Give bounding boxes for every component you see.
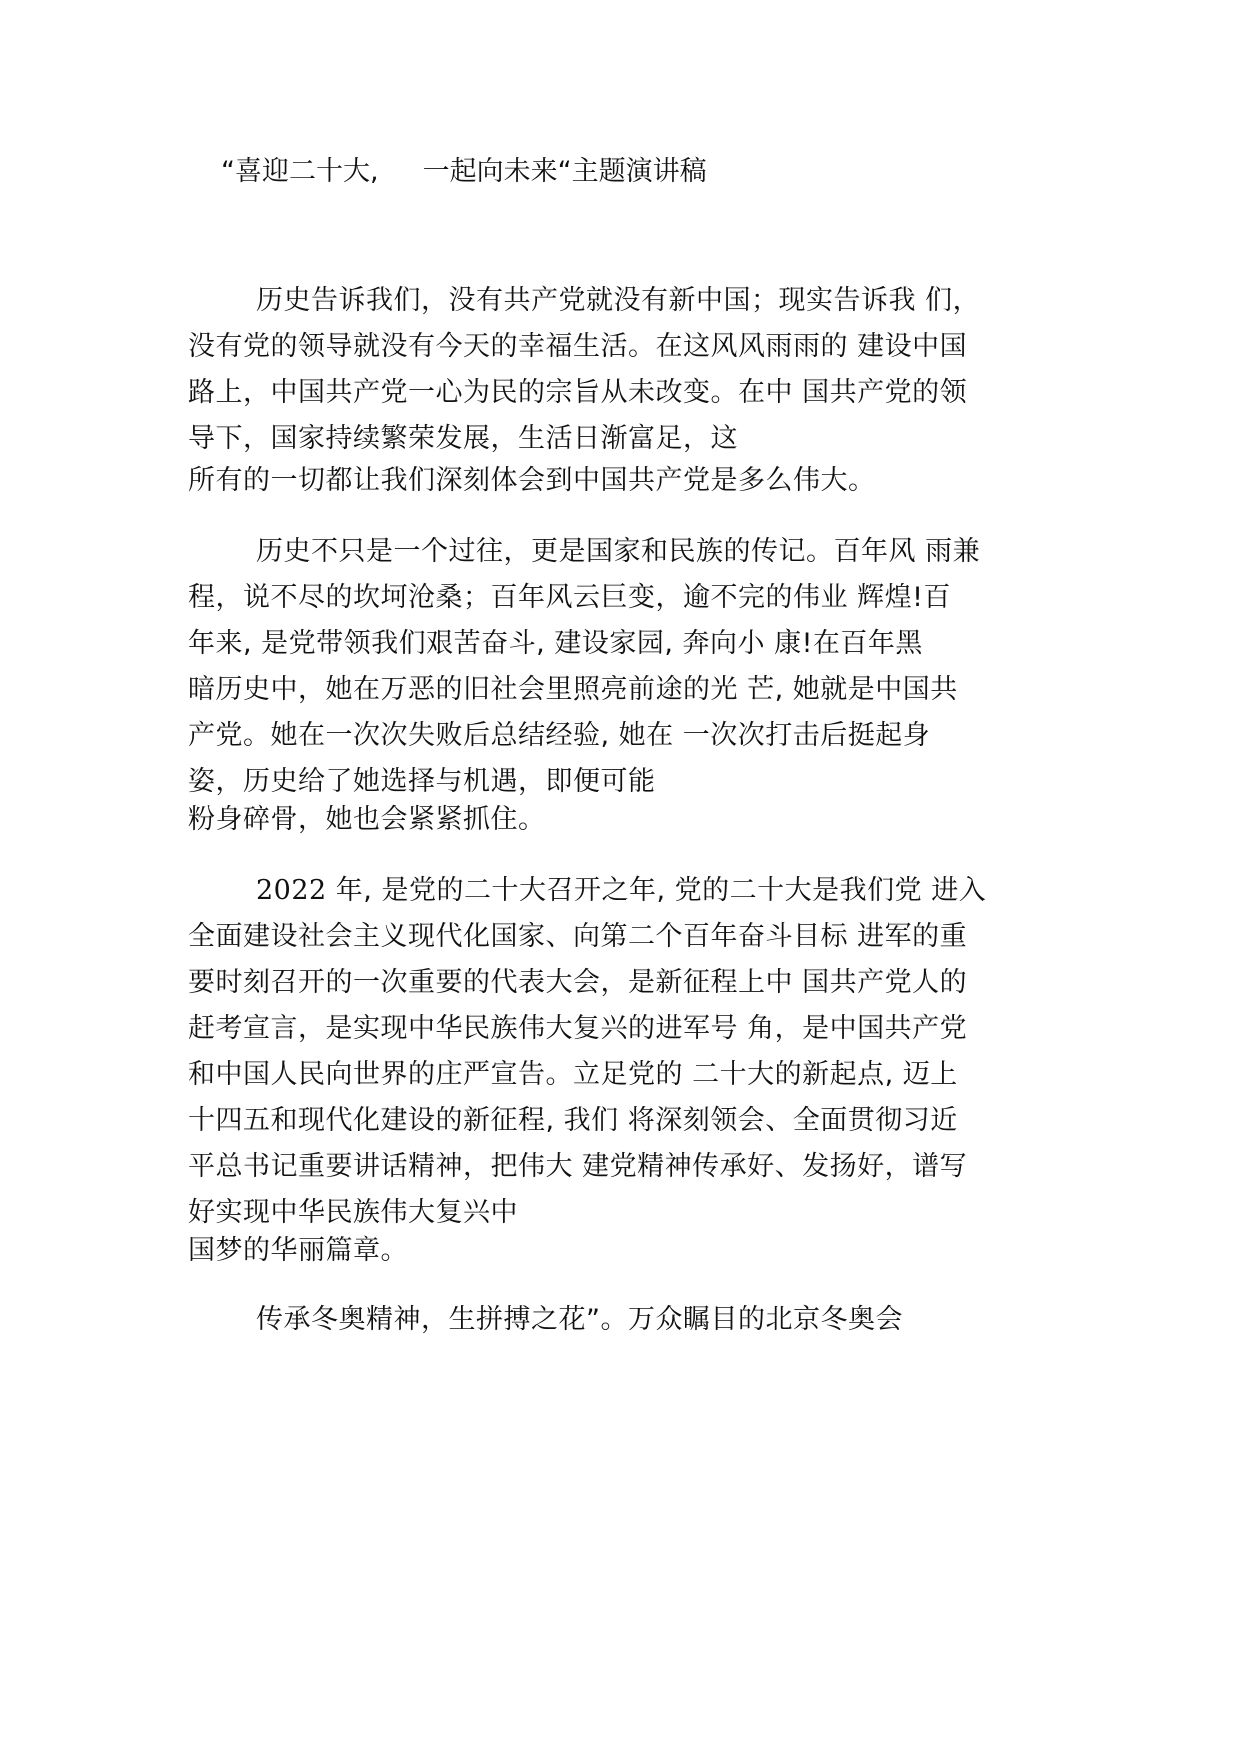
paragraph-line: 姿，历史给了她选择与机遇，即便可能 [188, 766, 656, 797]
paragraph-1-continuation [188, 458, 1068, 504]
paragraph-1 [188, 278, 1068, 462]
paragraph-4 [188, 1297, 1068, 1343]
paragraph-line: 传承冬奥精神，生拼搏之花”。万众瞩目的北京冬奥会 [256, 1304, 903, 1335]
paragraph-2 [188, 529, 1068, 805]
paragraph-line: 导下，国家持续繁荣发展，生活日渐富足，这 [188, 423, 738, 454]
paragraph-line: 国梦的华丽篇章。 [188, 1235, 408, 1266]
paragraph-line: 暗历史中，她在万恶的旧社会里照亮前途的光 芒, 她就是中国共 [188, 674, 958, 705]
paragraph-line: 赶考宣言，是实现中华民族伟大复兴的进军号 角，是中国共产党 [188, 1013, 968, 1044]
paragraph-line: 平总书记重要讲话精神，把伟大 建党精神传承好、发扬好，谱写 [188, 1151, 968, 1182]
paragraph-line: 历史不只是一个过往，更是国家和民族的传记。百年风 雨兼 [256, 536, 981, 567]
paragraph-line [188, 868, 1068, 914]
paragraph-line: 十四五和现代化建设的新征程, 我们 将深刻领会、全面贯彻习近 [188, 1105, 958, 1136]
document-title [221, 152, 707, 192]
paragraph-line: 和中国人民向世界的庄严宣告。立足党的 二十大的新起点, 迈上 [188, 1059, 958, 1090]
paragraph-3-continuation [188, 1228, 1068, 1274]
paragraph-line: 历史告诉我们，没有共产党就没有新中国；现实告诉我 们， [256, 285, 981, 316]
paragraph-line-text: 年, 是党的二十大召开之年, 党的二十大是我们党 进入 [326, 875, 987, 906]
paragraph-line: 好实现中华民族伟大复兴中 [188, 1197, 518, 1228]
paragraph-line: 粉身碎骨，她也会紧紧抓住。 [188, 804, 546, 835]
year-number: 2022 [256, 875, 327, 906]
paragraph-line: 所有的一切都让我们深刻体会到中国共产党是多么伟大。 [188, 465, 876, 496]
title-part-1: “喜迎二十大, [221, 156, 379, 187]
paragraph-line: 要时刻召开的一次重要的代表大会，是新征程上中 国共产党人的 [188, 967, 968, 998]
paragraph-line: 全面建设社会主义现代化国家、向第二个百年奋斗目标 进军的重 [188, 921, 968, 952]
paragraph-2-continuation [188, 797, 1068, 843]
paragraph-line: 产党。她在一次次失败后总结经验, 她在 一次次打击后挺起身 [188, 720, 931, 751]
paragraph-line: 程，说不尽的坎坷沧桑；百年风云巨变，逾不完的伟业 辉煌!百 [188, 582, 951, 613]
title-part-2: 一起向未来“主题演讲稿 [422, 156, 707, 187]
paragraph-line: 没有党的领导就没有今天的幸福生活。在这风风雨雨的 建设中国 [188, 331, 968, 362]
paragraph-3 [188, 868, 1068, 1236]
paragraph-line: 年来, 是党带领我们艰苦奋斗, 建设家园, 奔向小 康!在百年黑 [188, 628, 923, 659]
paragraph-line: 路上，中国共产党一心为民的宗旨从未改变。在中 国共产党的领 [188, 377, 968, 408]
